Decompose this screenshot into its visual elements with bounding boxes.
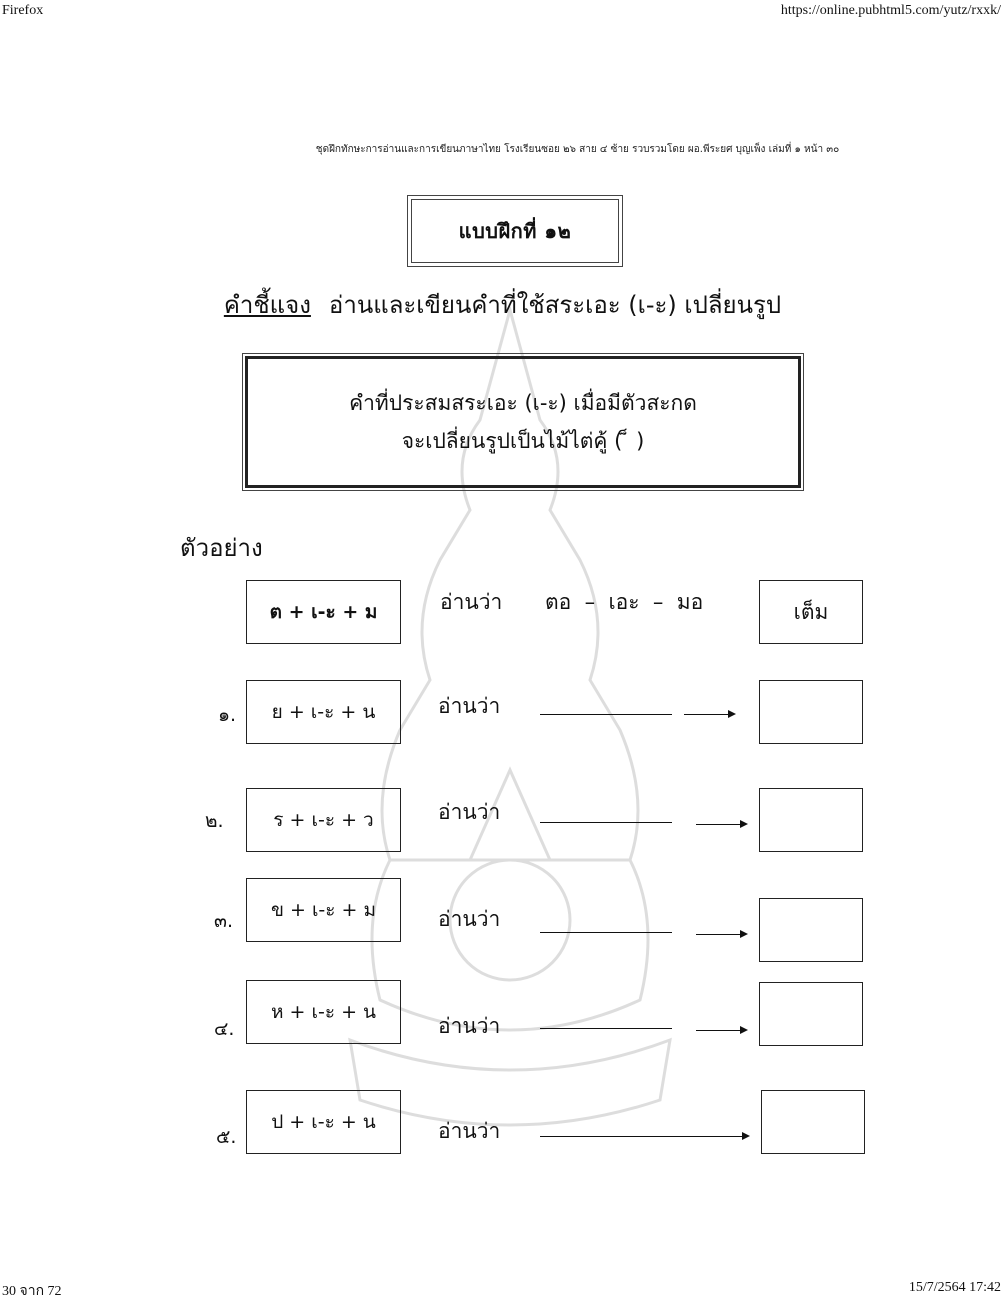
- item-answer-box[interactable]: [759, 788, 863, 852]
- item-answer-line[interactable]: [540, 822, 672, 823]
- instruction-text: อ่านและเขียนคำที่ใช้สระเอะ (เ-ะ) เปลี่ยนรูป: [328, 291, 782, 319]
- item-read-label: อ่านว่า: [438, 1119, 501, 1143]
- exercise-title: แบบฝึกที่ ๑๒: [411, 199, 619, 263]
- rule-line-1: คำที่ประสมสระเอะ (เ-ะ) เมื่อมีตัวสะกด: [349, 391, 697, 415]
- rule-line-2: จะเปลี่ยนรูปเป็นไม้ไต่คู้ ( ็ ): [401, 429, 645, 453]
- item-answer-box[interactable]: [761, 1090, 865, 1154]
- arrow-right-icon: [684, 714, 734, 715]
- arrow-right-icon: [696, 824, 746, 825]
- item-number: ๑.: [218, 704, 237, 726]
- print-timestamp: 15/7/2564 17:42: [908, 1280, 1001, 1295]
- item-answer-line[interactable]: [540, 932, 672, 933]
- item-word-parts: ข + เ-ะ + ม: [246, 878, 401, 942]
- item-answer-line[interactable]: [540, 1028, 672, 1029]
- page-counter: 30 จาก 72: [2, 1284, 62, 1299]
- item-answer-box[interactable]: [759, 982, 863, 1046]
- example-label: ตัวอย่าง: [180, 534, 263, 562]
- instruction-label: คำชี้แจง: [223, 291, 311, 319]
- instruction: [0, 285, 1005, 324]
- example-spelling: ตอ – เอะ – มอ: [545, 590, 704, 614]
- item-read-label: อ่านว่า: [438, 800, 501, 824]
- item-number: ๔.: [214, 1018, 235, 1040]
- item-word-parts: ห + เ-ะ + น: [246, 980, 401, 1044]
- item-word-parts: ป + เ-ะ + น: [246, 1090, 401, 1154]
- item-number: ๒.: [205, 810, 224, 832]
- running-header: ชุดฝึกทักษะการอ่านและการเขียนภาษาไทย โรงเรียนซอย ๒๖ สาย ๔ ซ้าย รวบรวมโดย ผอ.พีระยศ บุญเพ็ง เล่มที่ ๑ หน้า ๓๐: [315, 144, 840, 155]
- arrow-right-icon[interactable]: [540, 1136, 748, 1137]
- page-url[interactable]: https://online.pubhtml5.com/yutz/rxxk/: [780, 3, 1001, 18]
- item-read-label: อ่านว่า: [438, 694, 501, 718]
- example-word-parts: ต + เ-ะ + ม: [246, 580, 401, 644]
- example-read-label: อ่านว่า: [440, 590, 503, 614]
- rule-box: [245, 356, 801, 488]
- item-read-label: อ่านว่า: [438, 1014, 501, 1038]
- item-number: ๕.: [216, 1126, 237, 1148]
- item-word-parts: ย + เ-ะ + น: [246, 680, 401, 744]
- item-answer-box[interactable]: [759, 680, 863, 744]
- item-answer-box[interactable]: [759, 898, 863, 962]
- arrow-right-icon: [696, 1030, 746, 1031]
- example-answer: เต็ม: [759, 580, 863, 644]
- arrow-right-icon: [696, 934, 746, 935]
- item-answer-line[interactable]: [540, 714, 672, 715]
- item-word-parts: ร + เ-ะ + ว: [246, 788, 401, 852]
- item-read-label: อ่านว่า: [438, 907, 501, 931]
- browser-app-name: Firefox: [2, 3, 44, 18]
- item-number: ๓.: [214, 910, 234, 932]
